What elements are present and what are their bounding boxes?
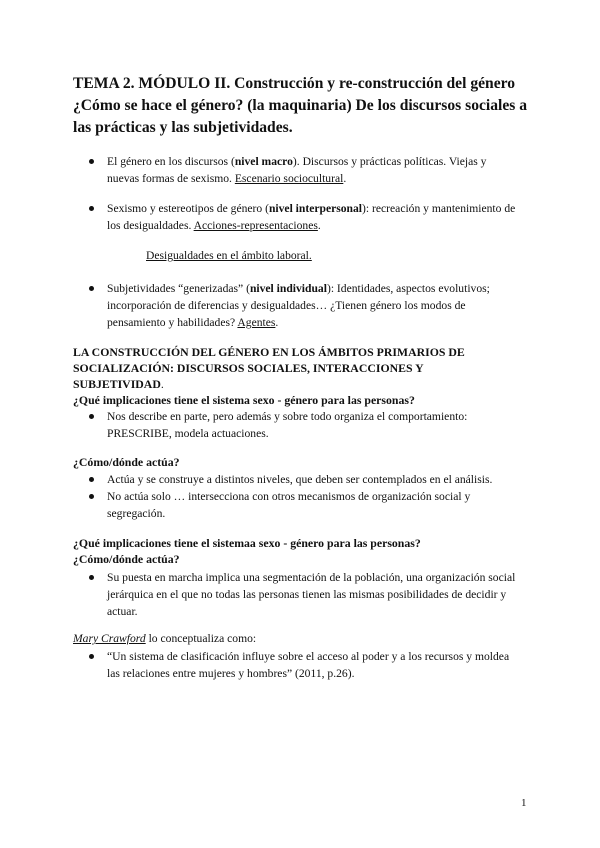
- document-title: TEMA 2. MÓDULO II. Construcción y re-construcción del género ¿Cómo se hace el género? (la maquinaria) De los discursos sociales a las prácticas y las subjetividades.: [73, 75, 528, 136]
- item-text: ). Discursos y prácticas políticas. Viejas y nuevas formas de sexismo.: [107, 155, 487, 185]
- item-underlined-text: Agentes: [237, 316, 276, 329]
- item-end: .: [275, 316, 279, 329]
- question-list: [0, 471, 600, 488]
- quote-list: [0, 648, 600, 682]
- section-heading-text: LA CONSTRUCCIÓN DEL GÉNERO EN LOS ÁMBITOS PRIMARIOS DE SOCIALIZACIÓN: DISCURSOS SOCIALES, INTERACCIONES Y SUBJETIVIDAD: [73, 345, 465, 391]
- levels-list: [0, 153, 600, 187]
- section-heading-end: .: [160, 377, 164, 391]
- author-name: Mary Crawford: [73, 632, 146, 645]
- item-text: El género en los discursos (: [107, 155, 235, 168]
- item-bold-text: nivel macro: [234, 155, 293, 168]
- list-item: Su puesta en marcha implica una segmentación de la población, una organización social jerárquica en el que no todas las personas tienen las mismas posibilidades de decidir y actuar.: [0, 569, 517, 620]
- list-item: “Un sistema de clasificación influye sobre el acceso al poder y a los recursos y moldea las relaciones entre mujeres y hombres” (2011, p.26).: [0, 648, 517, 682]
- levels-list: [0, 280, 600, 331]
- question-list: [0, 569, 600, 620]
- question-heading: ¿Cómo/dónde actúa?: [73, 455, 180, 469]
- page-number: 1: [521, 797, 527, 809]
- list-item: No actúa solo … intersecciona con otros mecanismos de organización social y segregación.: [0, 488, 517, 522]
- author-line: [73, 631, 256, 647]
- list-item: [0, 280, 517, 331]
- item-bold-text: nivel individual: [249, 282, 327, 295]
- item-underlined-text: Acciones-representaciones: [193, 219, 318, 232]
- question-list: [0, 488, 600, 522]
- list-item: [0, 153, 517, 187]
- question-heading: ¿Qué implicaciones tiene el sistemaa sexo - género para las personas?: [73, 536, 421, 550]
- item-end: .: [317, 219, 321, 232]
- question-heading: ¿Cómo/dónde actúa?: [73, 552, 180, 566]
- item-text: ): recreación y mantenimiento de los desigualdades.: [107, 202, 516, 232]
- list-item: Nos describe en parte, pero además y sobre todo organiza el comportamiento: PRESCRIBE, modela actuaciones.: [0, 408, 517, 442]
- question-list: [0, 408, 600, 442]
- item-text: Sexismo y estereotipos de género (: [107, 202, 269, 215]
- indented-underlined-line: Desigualdades en el ámbito laboral.: [146, 249, 312, 262]
- author-line-text: lo conceptualiza como:: [145, 632, 257, 645]
- list-item: [0, 200, 517, 234]
- question-heading: ¿Qué implicaciones tiene el sistema sexo - género para las personas?: [73, 393, 415, 407]
- levels-list: [0, 200, 600, 234]
- item-text: Subjetividades “generizadas” (: [107, 282, 250, 295]
- list-item: Actúa y se construye a distintos niveles, que deben ser contemplados en el análisis.: [0, 471, 517, 488]
- item-bold-text: nivel interpersonal: [268, 202, 363, 215]
- item-text: ): Identidades, aspectos evolutivos; incorporación de diferencias y desigualdades… ¿Tienen género los modos de pensamiento y habilidades?: [107, 282, 490, 329]
- item-underlined-text: Escenario sociocultural: [234, 172, 344, 185]
- item-end: .: [343, 172, 347, 185]
- section-heading: [73, 344, 493, 392]
